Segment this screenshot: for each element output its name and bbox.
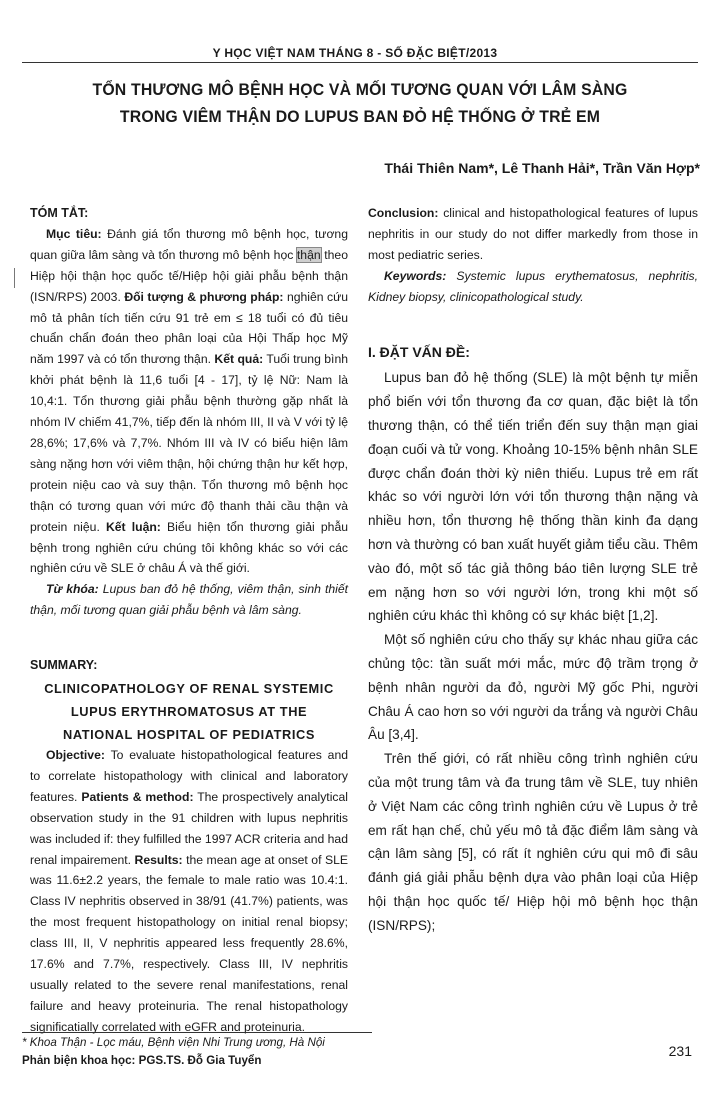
results-label-vi: Kết quả: [214, 352, 264, 367]
objective-vi-pre: Đánh giá tổn thương mô bệnh học, tương quan giữa lâm sàng và tổn thương mô bệnh học [30, 226, 348, 262]
abstract-vi-heading: TÓM TẮT: [30, 206, 89, 220]
authors: Thái Thiên Nam*, Lê Thanh Hải*, Trần Văn Hợp* [384, 160, 700, 176]
summary-heading: SUMMARY: [30, 658, 98, 673]
keywords-vi-text: Lupus ban đỏ hệ thống, viêm thận, sinh thiết thận, mối tương quan giải phẫu bệnh và lâm sàng. [30, 582, 349, 618]
section-body [368, 366, 698, 937]
results-vi: Tuổi trung bình khởi phát bệnh là 11,6 tuổi [4 - 17], tỷ lệ Nữ: Nam là 10,4:1. Tổn thương giải phẫu bệnh thường gặp nhất là nhóm IV chiếm 41,7%, tiếp đến là nhóm III, II và V với tỷ lệ 28,6%; 17,6% và 7,7%. Nhóm III và IV có biểu hiện lâm sàng nặng hơn với viêm thận, hội chứng thận hư kết hợp, protein niệu cao và suy thận. Tổn thương mô bệnh học thận có tương quan với mức độ thanh thải cầu thận và protein niệu. [30, 352, 348, 534]
results-label-en: Results: [134, 852, 183, 867]
objective-label-en: Objective: [46, 748, 105, 763]
paragraph-1: Lupus ban đỏ hệ thống (SLE) là một bệnh tự miễn phổ biến với tổn thương đa cơ quan, đặc biệt là tổn thương thận, có thể tiến triển đến suy thận mạn giai đoạn cuối và tử vong. Khoảng 10-15% bệnh nhân SLE được chẩn đoán thời kỳ niên thiếu. Lupus trẻ em rất khác so với người lớn với tổn thương thận nặng và nhiều hơn, tổn thương hệ thống thần kinh đa dạng hơn và thường có ban xuất huyết giảm tiểu cầu. Thêm vào đó, một số tác giả thông báo tiên lượng SLE trẻ em nặng hơn so với người lớn, trong khi một số nghiên cứu khác thì không có sự khác biệt [1,2]. [368, 370, 698, 624]
objective-label-vi: Mục tiêu: [46, 226, 102, 241]
running-head: Y HỌC VIỆT NAM THÁNG 8 - SỐ ĐẶC BIỆT/2013 [212, 46, 498, 60]
paragraph-3: Trên thế giới, có rất nhiều công trình nghiên cứu của một trung tâm và đa trung tâm về SLE, tuy nhiên ở Việt Nam các công trình nghiên cứu về Lupus ở trẻ em rất hạn chế, chủ yếu mô tả đặc điểm lâm sàng và cận lâm sàng [5], có rất ít nghiên cứu qui mô đi sâu đánh giá giải phẫu bệnh dựa vào phân loại của Hiệp hội thận học quốc tế/ Hiệp hội mô bệnh học thận (ISN/RPS); [368, 751, 698, 933]
keywords-en-text: Systemic lupus erythematosus, nephritis, Kidney biopsy, clinicopathological study. [368, 268, 699, 304]
left-column [30, 203, 348, 1038]
article-title-line-2: TRONG VIÊM THẬN DO LUPUS BAN ĐỎ HỆ THỐNG Ở TRẺ EM [119, 107, 601, 126]
paragraph-2: Một số nghiên cứu cho thấy sự khác nhau giữa các chủng tộc: tần suất mới mắc, mức độ trầm trọng ở bệnh nhân người da đỏ, người Mỹ gốc Phi, người Châu Á cao hơn so với người da trắng và người Châu Âu [3,4]. [368, 632, 698, 743]
highlighted-word[interactable]: thận [296, 247, 321, 262]
objective-vi-post: theo Hiệp hội thận học quốc tế/Hiệp hội giải phẫu bệnh thận (ISN/RPS) 2003. [30, 247, 348, 304]
keywords-vi [30, 579, 348, 621]
footnote-rule [22, 1032, 372, 1033]
summary-title-line-1: CLINICOPATHOLOGY OF RENAL SYSTEMIC [44, 681, 334, 697]
conclusion-label-vi: Kết luận: [105, 519, 161, 534]
article-title-line-1: TỔN THƯƠNG MÔ BỆNH HỌC VÀ MỐI TƯƠNG QUAN VỚI LÂM SÀNG [92, 80, 628, 99]
objective-en: To evaluate histopathological features and to correlate histopathology with clinical and laboratory features. [30, 748, 348, 804]
conclusion-label-en: Conclusion: [368, 206, 439, 220]
keywords-label-en: Keywords: [384, 268, 447, 283]
right-column [368, 203, 698, 938]
method-label-en: Patients & method: [81, 789, 194, 804]
keywords-en [368, 266, 698, 308]
results-en: the mean age at onset of SLE was 11.6±2.2 years, the female to male ratio was 10.4:1. Class IV nephritis observed in 38/91 (41.7%) patients, was the most frequent histopathology on initial renal biopsy; class III, II, V nephritis appeared less frequently 28.6%, 17.6% and 7.7%, respectively. Class III, IV nephritis usually related to the severe renal manifestations, renal failure and heavy proteinuria. The renal histopathology significatially correlated with eGFR and proteinuria. [30, 852, 348, 1034]
method-label-vi: Đối tượng & phương pháp: [124, 289, 284, 304]
method-vi: nghiên cứu mô tả phân tích tiến cứu 91 trẻ em ≤ 18 tuổi có đủ tiêu chuẩn chẩn đoán theo phân loại của Hội Thấp học Mỹ năm 1997 và có tổn thương thận. [30, 289, 349, 367]
abstract-vi-body [30, 224, 348, 579]
footnote-reviewer: Phản biện khoa học: PGS.TS. Đỗ Gia Tuyển [22, 1054, 262, 1067]
summary-title-line-3: NATIONAL HOSPITAL OF PEDIATRICS [62, 727, 316, 743]
section-heading: I. ĐẶT VẤN ĐỀ: [368, 343, 470, 360]
method-en: The prospectively analytical observation study in the 91 children with lupus nephritis was included if: they fulfilled the 1997 ACR criteria and had renal impairement. [30, 789, 348, 867]
keywords-label-vi: Từ khóa: [46, 582, 99, 597]
abstract-en-body-part-2 [368, 203, 698, 266]
page-number: 231 [668, 1043, 692, 1059]
margin-mark [14, 268, 15, 288]
conclusion-vi: Biểu hiện tổn thương giải phẫu bệnh trong nghiên cứu chúng tôi không khác so với các nghiên cứu về SLE ở châu Á và thế giới. [30, 519, 348, 576]
summary-title-line-2: LUPUS ERYTHROMATOSUS AT THE [70, 704, 308, 720]
abstract-en-body-part-1 [30, 745, 348, 1038]
footnote-affiliation: * Khoa Thận - Lọc máu, Bệnh viện Nhi Trung ương, Hà Nội [22, 1036, 325, 1049]
conclusion-en: clinical and histopathological features of lupus nephritis in our study do not differ markedly from those in most pediatric series. [368, 206, 698, 262]
header-rule [22, 62, 698, 63]
